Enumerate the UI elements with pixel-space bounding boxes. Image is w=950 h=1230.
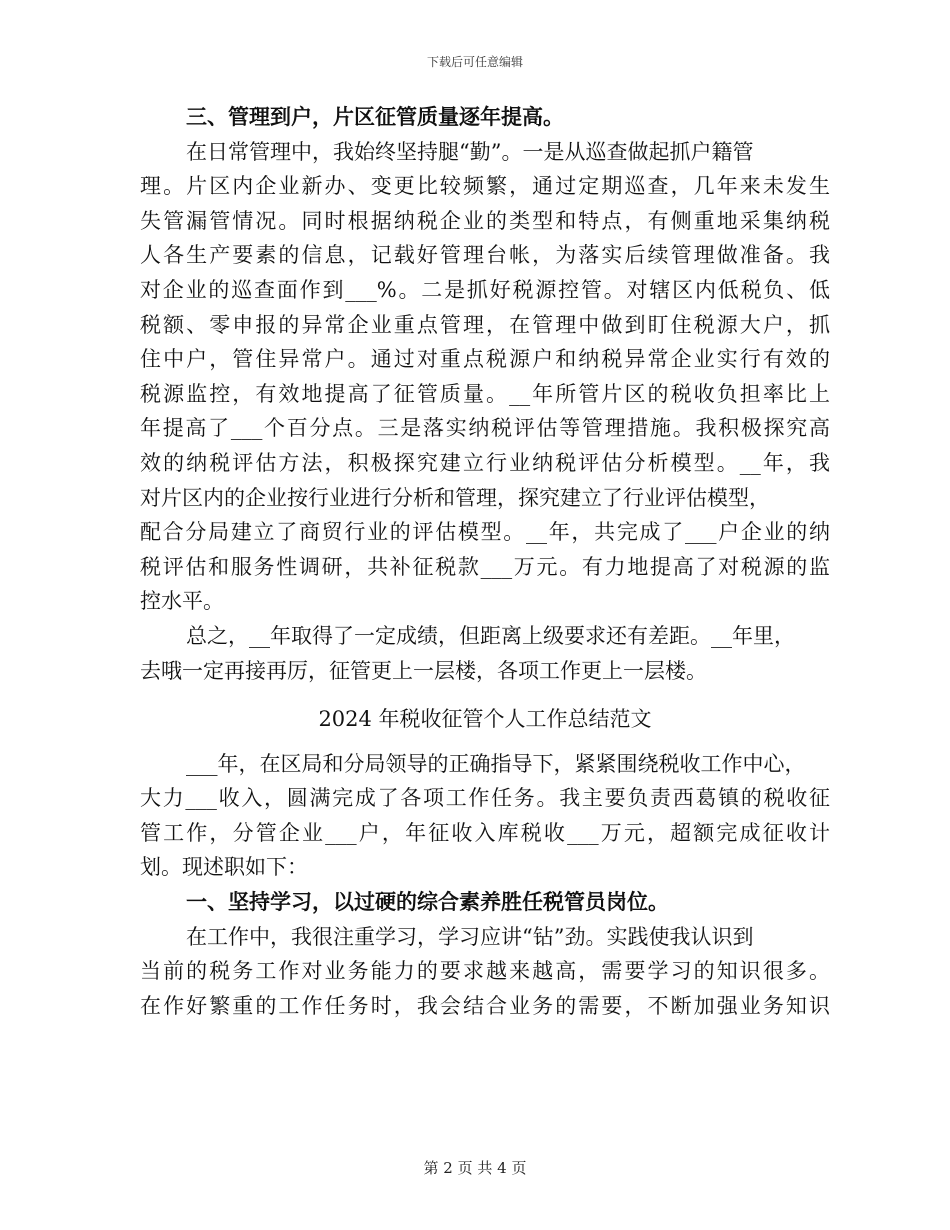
intro-line: 大力___收入，圆满完成了各项工作任务。我主要负责西葛镇的税收征	[140, 786, 830, 811]
intro-line: 划。现述职如下：	[140, 855, 308, 880]
paragraph-line: 年提高了___个百分点。三是落实纳税评估等管理措施。我积极探究高	[140, 416, 830, 441]
paragraph-line: 税额、零申报的异常企业重点管理，在管理中做到盯住税源大户，抓	[140, 312, 830, 337]
section-heading-study: 一、坚持学习，以过硬的综合素养胜任税管员岗位。	[186, 889, 669, 915]
paragraph-line: 人各生产要素的信息，记载好管理台帐，为落实后续管理做准备。我	[140, 243, 830, 268]
body-line: 在工作中，我很注重学习，学习应讲“钻”劲。实践使我认识到	[186, 924, 754, 949]
page-footer: 第 2 页 共 4 页	[423, 1159, 527, 1177]
intro-line: 管工作，分管企业___户，年征收入库税收___万元，超额完成征收计	[140, 820, 830, 845]
section-heading-management: 三、管理到户，片区征管质量逐年提高。	[186, 104, 564, 129]
paragraph-line: 税评估和服务性调研，共补征税款___万元。有力地提高了对税源的监	[140, 554, 830, 579]
paragraph-line: 效的纳税评估方法，积极探究建立行业纳税评估分析模型。__年，我	[140, 450, 830, 475]
paragraph-line: 失管漏管情况。同时根据纳税企业的类型和特点，有侧重地采集纳税	[140, 208, 830, 233]
paragraph-line: 理。片区内企业新办、变更比较频繁，通过定期巡查，几年来未发生	[140, 174, 830, 199]
article-title: 2024 年税收征管个人工作总结范文	[318, 707, 652, 732]
paragraph-line: 住中户，管住异常户。通过对重点税源户和纳税异常企业实行有效的	[140, 347, 830, 372]
paragraph-line: 对企业的巡查面作到___%。二是抓好税源控管。对辖区内低税负、低	[140, 277, 830, 302]
conclusion-line: 总之，__年取得了一定成绩，但距离上级要求还有差距。__年里，	[186, 623, 795, 648]
document-body	[140, 100, 830, 1023]
conclusion-line: 去哦一定再接再厉，征管更上一层楼，各项工作更上一层楼。	[140, 658, 707, 683]
paragraph-line: 控水平。	[140, 589, 224, 614]
body-line: 当前的税务工作对业务能力的要求越来越高，需要学习的知识很多。	[140, 959, 830, 984]
paragraph-line: 配合分局建立了商贸行业的评估模型。__年，共完成了___户企业的纳	[140, 520, 830, 545]
paragraph-line: 税源监控，有效地提高了征管质量。__年所管片区的税收负担率比上	[140, 381, 830, 406]
body-line: 在作好繁重的工作任务时，我会结合业务的需要，不断加强业务知识	[140, 993, 830, 1018]
page-header: 下载后可任意编辑	[426, 55, 523, 69]
intro-line: ___年，在区局和分局领导的正确指导下，紧紧围绕税收工作中心，	[186, 751, 806, 776]
paragraph-line: 对片区内的企业按行业进行分析和管理，探究建立了行业评估模型，	[140, 485, 770, 510]
paragraph-line: 在日常管理中，我始终坚持腿“勤”。一是从巡查做起抓户籍管	[186, 139, 754, 164]
